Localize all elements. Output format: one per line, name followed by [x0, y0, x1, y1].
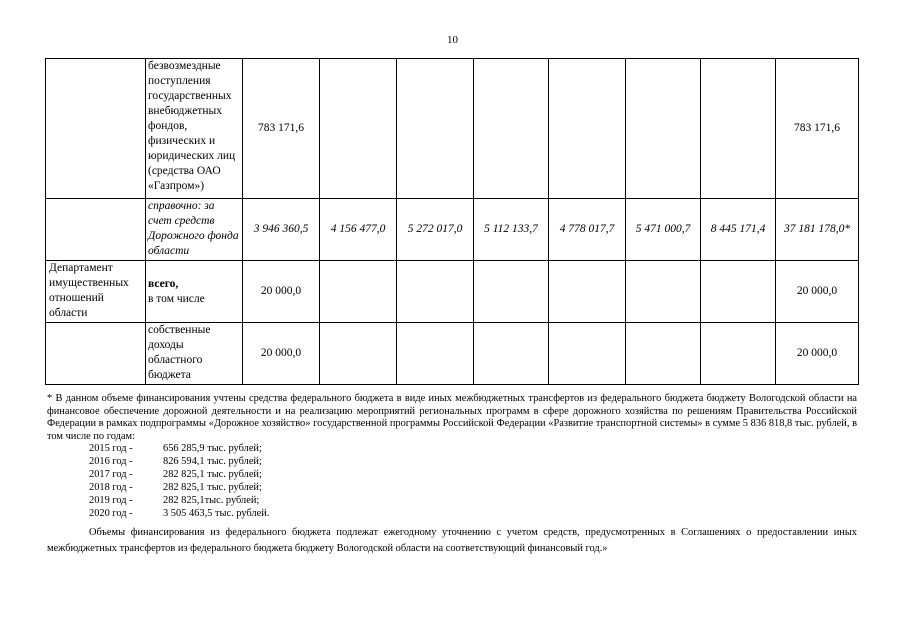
- value-cell: 8 445 171,4: [701, 199, 776, 261]
- value-cell: [549, 323, 626, 385]
- value-cell: [397, 261, 474, 323]
- year-label: 2015 год -: [89, 443, 133, 455]
- year-amount: 826 594,1 тыс. рублей;: [163, 456, 262, 468]
- department-cell: [46, 59, 146, 199]
- value-cell: [701, 261, 776, 323]
- list-item: [47, 495, 857, 508]
- value-cell: [626, 261, 701, 323]
- value-cell: [626, 323, 701, 385]
- value-cell: [626, 59, 701, 199]
- funding-source-cell: безвозмездные поступления государственных внебюджетных фондов, физических и юридических лиц (средства ОАО «Газпром»): [146, 59, 243, 199]
- year-amount: 282 825,1 тыс. рублей;: [163, 482, 262, 494]
- value-cell: [549, 261, 626, 323]
- value-cell: [397, 323, 474, 385]
- department-cell: Департамент имущественных отношений области: [46, 261, 146, 323]
- department-cell: [46, 199, 146, 261]
- year-label: 2020 год -: [89, 508, 133, 520]
- closing-paragraph: Объемы финансирования из федерального бюджета подлежат ежегодному уточнению с учетом средств, предусмотренных в Соглашениях о предоставлении иных межбюджетных трансфертов из федерального бюджета бюджету Вологодской области на соответствующий финансовый год.»: [47, 527, 857, 555]
- value-cell: [320, 323, 397, 385]
- page-number: 10: [447, 34, 458, 46]
- department-cell: [46, 323, 146, 385]
- value-cell: [474, 323, 549, 385]
- funding-source-cell: собственные доходы областного бюджета: [146, 323, 243, 385]
- value-cell: 783 171,6: [243, 59, 320, 199]
- value-cell: 4 778 017,7: [549, 199, 626, 261]
- value-cell: 5 272 017,0: [397, 199, 474, 261]
- source-rest: в том числе: [148, 292, 205, 305]
- year-amount: 656 285,9 тыс. рублей;: [163, 443, 262, 455]
- value-cell: 20 000,0: [243, 261, 320, 323]
- value-cell: [549, 59, 626, 199]
- year-label: 2018 год -: [89, 482, 133, 494]
- value-cell: 4 156 477,0: [320, 199, 397, 261]
- list-item: [47, 456, 857, 469]
- value-cell: 5 471 000,7: [626, 199, 701, 261]
- year-amount: 282 825,1 тыс. рублей;: [163, 469, 262, 481]
- year-label: 2016 год -: [89, 456, 133, 468]
- value-cell: [320, 261, 397, 323]
- total-cell: 37 181 178,0*: [776, 199, 859, 261]
- table-row: [46, 59, 859, 199]
- funding-source-cell: справочно: за счет средств Дорожного фонда области: [146, 199, 243, 261]
- list-item: [47, 508, 857, 521]
- year-amount: 282 825,1тыс. рублей;: [163, 495, 260, 507]
- value-cell: [474, 59, 549, 199]
- total-cell: 20 000,0: [776, 323, 859, 385]
- year-label: 2019 год -: [89, 495, 133, 507]
- footnote: [47, 393, 857, 557]
- total-cell: 783 171,6: [776, 59, 859, 199]
- total-cell: 20 000,0: [776, 261, 859, 323]
- value-cell: [397, 59, 474, 199]
- source-lead: всего,: [148, 277, 179, 290]
- budget-table: [45, 58, 859, 385]
- value-cell: 20 000,0: [243, 323, 320, 385]
- table-row: [46, 261, 859, 323]
- value-cell: 3 946 360,5: [243, 199, 320, 261]
- value-cell: [701, 323, 776, 385]
- table-row: [46, 323, 859, 385]
- value-cell: [701, 59, 776, 199]
- value-cell: [320, 59, 397, 199]
- year-list: [47, 443, 857, 521]
- list-item: [47, 482, 857, 495]
- footnote-text: * В данном объеме финансирования учтены средства федерального бюджета в виде иных межбюджетных трансфертов из федерального бюджета бюджету Вологодской области на финансовое обеспечение дорожной деятельности и на реализацию мероприятий региональных программ в сфере дорожного хозяйства по решениям Правительства Российской Федерации в рамках подпрограммы «Дорожное хозяйство» государственной программы Российской Федерации «Развитие транспортной системы» в сумме 5 836 818,8 тыс. рублей, в том числе по годам:: [47, 393, 857, 442]
- value-cell: 5 112 133,7: [474, 199, 549, 261]
- funding-source-cell: [146, 261, 243, 323]
- year-label: 2017 год -: [89, 469, 133, 481]
- list-item: [47, 443, 857, 456]
- year-amount: 3 505 463,5 тыс. рублей.: [163, 508, 270, 520]
- list-item: [47, 469, 857, 482]
- value-cell: [474, 261, 549, 323]
- table-row: [46, 199, 859, 261]
